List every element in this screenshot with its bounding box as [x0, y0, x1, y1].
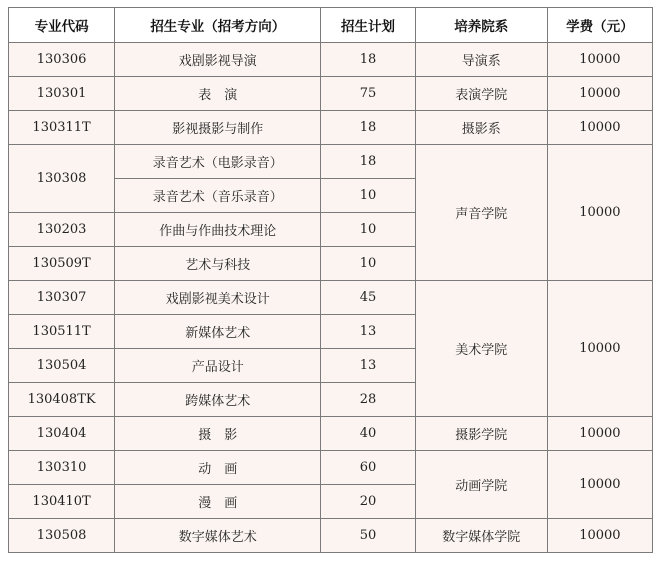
major-name-cell: 影视摄影与制作: [115, 111, 321, 145]
header-major-name: 招生专业（招考方向）: [115, 8, 321, 43]
table-row: [9, 451, 653, 485]
header-school: 培养院系: [415, 8, 547, 43]
fee-cell: 10000: [547, 281, 652, 417]
fee-cell: 10000: [547, 145, 652, 281]
major-code-cell: 130203: [9, 213, 115, 247]
major-name-cell: 产品设计: [115, 349, 321, 383]
quota-cell: 10: [321, 213, 415, 247]
table-row: [9, 281, 653, 315]
major-code-cell: 130310: [9, 451, 115, 485]
major-name-cell: 戏剧影视美术设计: [115, 281, 321, 315]
table-body: [9, 43, 653, 553]
school-cell: 导演系: [415, 43, 547, 77]
school-cell: 数字媒体学院: [415, 519, 547, 553]
major-code-cell: 130504: [9, 349, 115, 383]
major-code-cell: 130306: [9, 43, 115, 77]
school-cell: 表演学院: [415, 77, 547, 111]
table-row: [9, 77, 653, 111]
school-cell: 摄影学院: [415, 417, 547, 451]
major-code-cell: 130509T: [9, 247, 115, 281]
school-cell: 动画学院: [415, 451, 547, 519]
major-code-cell: 130311T: [9, 111, 115, 145]
quota-cell: 10: [321, 247, 415, 281]
major-name-cell: 新媒体艺术: [115, 315, 321, 349]
quota-cell: 40: [321, 417, 415, 451]
quota-cell: 18: [321, 43, 415, 77]
major-code-cell: 130308: [9, 145, 115, 213]
table-header: [9, 8, 653, 43]
quota-cell: 28: [321, 383, 415, 417]
quota-cell: 50: [321, 519, 415, 553]
table-row: [9, 519, 653, 553]
major-code-cell: 130511T: [9, 315, 115, 349]
admission-table: [8, 7, 653, 553]
fee-cell: 10000: [547, 77, 652, 111]
quota-cell: 18: [321, 145, 415, 179]
major-name-cell: 录音艺术（电影录音）: [115, 145, 321, 179]
major-name-cell: 录音艺术（音乐录音）: [115, 179, 321, 213]
major-name-cell: 表 演: [115, 77, 321, 111]
school-cell: 声音学院: [415, 145, 547, 281]
major-name-cell: 作曲与作曲技术理论: [115, 213, 321, 247]
major-name-cell: 数字媒体艺术: [115, 519, 321, 553]
quota-cell: 18: [321, 111, 415, 145]
header-major-code: 专业代码: [9, 8, 115, 43]
quota-cell: 60: [321, 451, 415, 485]
table-row: [9, 43, 653, 77]
school-cell: 摄影系: [415, 111, 547, 145]
major-name-cell: 跨媒体艺术: [115, 383, 321, 417]
header-enrollment-quota: 招生计划: [321, 8, 415, 43]
major-code-cell: 130301: [9, 77, 115, 111]
header-tuition-fee: 学费（元）: [547, 8, 652, 43]
major-name-cell: 艺术与科技: [115, 247, 321, 281]
major-name-cell: 漫 画: [115, 485, 321, 519]
fee-cell: 10000: [547, 111, 652, 145]
quota-cell: 13: [321, 349, 415, 383]
quota-cell: 10: [321, 179, 415, 213]
major-code-cell: 130508: [9, 519, 115, 553]
major-name-cell: 动 画: [115, 451, 321, 485]
table-row: [9, 417, 653, 451]
fee-cell: 10000: [547, 519, 652, 553]
fee-cell: 10000: [547, 43, 652, 77]
quota-cell: 13: [321, 315, 415, 349]
major-name-cell: 摄 影: [115, 417, 321, 451]
header-row: [9, 8, 653, 43]
quota-cell: 45: [321, 281, 415, 315]
table-row: [9, 145, 653, 179]
school-cell: 美术学院: [415, 281, 547, 417]
fee-cell: 10000: [547, 451, 652, 519]
major-code-cell: 130404: [9, 417, 115, 451]
table-row: [9, 111, 653, 145]
major-name-cell: 戏剧影视导演: [115, 43, 321, 77]
fee-cell: 10000: [547, 417, 652, 451]
major-code-cell: 130307: [9, 281, 115, 315]
major-code-cell: 130410T: [9, 485, 115, 519]
major-code-cell: 130408TK: [9, 383, 115, 417]
quota-cell: 75: [321, 77, 415, 111]
quota-cell: 20: [321, 485, 415, 519]
